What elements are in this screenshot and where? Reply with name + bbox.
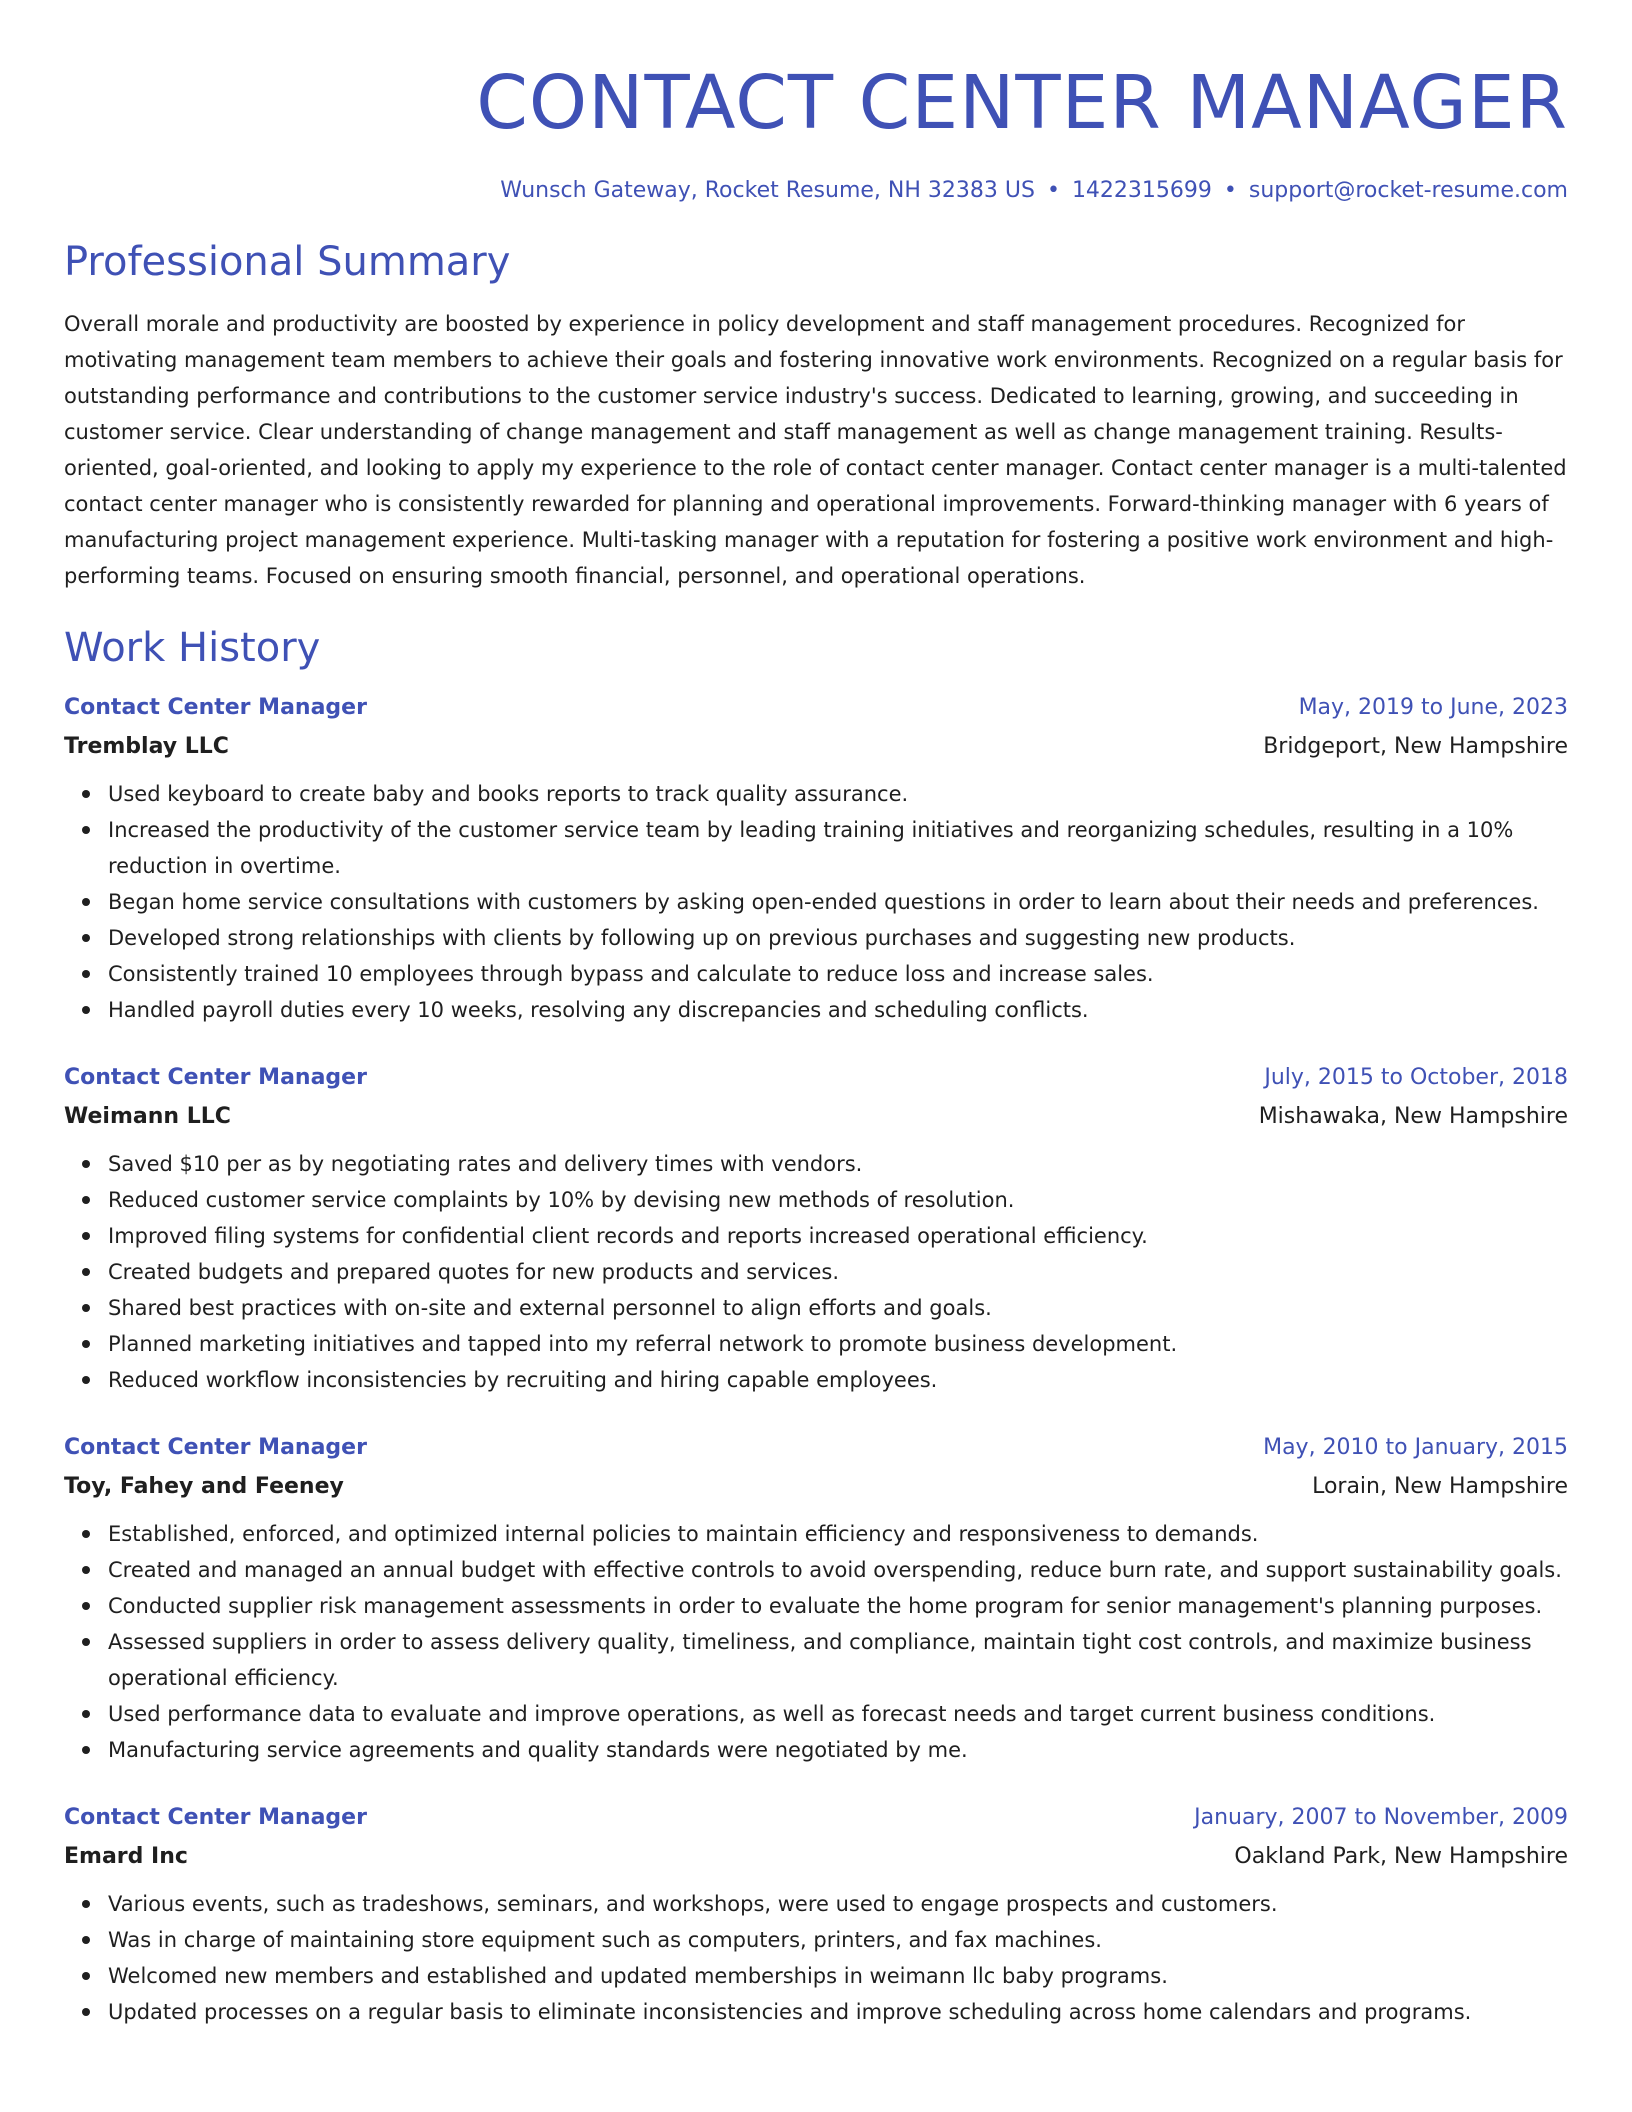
job-role: Contact Center Manager xyxy=(64,695,367,720)
contact-phone: 1422315699 xyxy=(1071,178,1212,203)
job-bullet: Began home service consultations with customers by asking open-ended questions in order to learn about their needs and preferences. xyxy=(108,884,1568,920)
job-role: Contact Center Manager xyxy=(64,1065,367,1090)
section-title-summary: Professional Summary xyxy=(64,239,511,285)
job-bullet: Consistently trained 10 employees through bypass and calculate to reduce loss and increase sales. xyxy=(108,956,1568,992)
job-bullet: Created budgets and prepared quotes for new products and services. xyxy=(108,1254,1568,1290)
job-role: Contact Center Manager xyxy=(64,1435,367,1460)
job-bullet: Various events, such as tradeshows, seminars, and workshops, were used to engage prospects and customers. xyxy=(108,1886,1568,1922)
job-bullet: Manufacturing service agreements and quality standards were negotiated by me. xyxy=(108,1732,1568,1768)
job-bullet-list xyxy=(64,1146,1568,1398)
job-location: Lorain, New Hampshire xyxy=(1312,1474,1568,1499)
resume-header xyxy=(64,48,1568,206)
job-bullet: Increased the productivity of the customer service team by leading training initiatives and reorganizing schedules, resulting in a 10% reduction in overtime. xyxy=(108,812,1568,884)
job-entry xyxy=(64,1428,1568,1768)
job-entry xyxy=(64,688,1568,1028)
job-company: Weimann LLC xyxy=(64,1104,231,1129)
job-location: Oakland Park, New Hampshire xyxy=(1234,1844,1568,1869)
job-company: Tremblay LLC xyxy=(64,734,229,759)
job-location: Mishawaka, New Hampshire xyxy=(1258,1104,1568,1129)
job-bullet: Created and managed an annual budget with effective controls to avoid overspending, reduce burn rate, and support sustainability goals. xyxy=(108,1552,1568,1588)
job-bullet: Shared best practices with on-site and external personnel to align efforts and goals. xyxy=(108,1290,1568,1326)
job-dates: May, 2019 to June, 2023 xyxy=(1298,695,1568,720)
contact-line xyxy=(64,176,1568,206)
professional-summary-section xyxy=(64,236,1568,594)
job-bullet: Reduced customer service complaints by 10% by devising new methods of resolution. xyxy=(108,1182,1568,1218)
job-location: Bridgeport, New Hampshire xyxy=(1263,734,1568,759)
job-bullet: Updated processes on a regular basis to eliminate inconsistencies and improve scheduling across home calendars and programs. xyxy=(108,1994,1568,2030)
work-history-section xyxy=(64,622,1568,2030)
candidate-title: CONTACT CENTER MANAGER xyxy=(476,60,1568,146)
job-bullet: Used performance data to evaluate and improve operations, as well as forecast needs and target current business conditions. xyxy=(108,1696,1568,1732)
job-entry xyxy=(64,1058,1568,1398)
job-bullet: Saved $10 per as by negotiating rates and delivery times with vendors. xyxy=(108,1146,1568,1182)
contact-separator: • xyxy=(1223,178,1237,203)
summary-text: Overall morale and productivity are boosted by experience in policy development and staff management procedures. Recognized for motivating management team members to achieve their goals and fostering innovative work environments. Recognized on a regular basis for outstanding performance and contributions to the customer service industry's success. Dedicated to learning, growing, and succeeding in customer service. Clear understanding of change management and staff management as well as change management training. Results-oriented, goal-oriented, and looking to apply my experience to the role of contact center manager. Contact center manager is a multi-talented contact center manager who is consistently rewarded for planning and operational improvements. Forward-thinking manager with 6 years of manufacturing project management experience. Multi-tasking manager with a reputation for fostering a positive work environment and high-performing teams. Focused on ensuring smooth financial, personnel, and operational operations. xyxy=(64,312,1567,588)
job-role: Contact Center Manager xyxy=(64,1805,367,1830)
job-bullet-list xyxy=(64,1516,1568,1768)
job-bullet: Was in charge of maintaining store equipment such as computers, printers, and fax machines. xyxy=(108,1922,1568,1958)
job-bullet: Assessed suppliers in order to assess delivery quality, timeliness, and compliance, maintain tight cost controls, and maximize business operational efficiency. xyxy=(108,1624,1568,1696)
job-bullet: Conducted supplier risk management assessments in order to evaluate the home program for senior management's planning purposes. xyxy=(108,1588,1568,1624)
job-bullet: Developed strong relationships with clients by following up on previous purchases and suggesting new products. xyxy=(108,920,1568,956)
job-entry xyxy=(64,1798,1568,2030)
contact-email: support@rocket-resume.com xyxy=(1248,178,1568,203)
job-dates: May, 2010 to January, 2015 xyxy=(1263,1435,1568,1460)
job-bullet: Used keyboard to create baby and books reports to track quality assurance. xyxy=(108,776,1568,812)
job-dates: July, 2015 to October, 2018 xyxy=(1264,1065,1568,1090)
job-bullet: Welcomed new members and established and updated memberships in weimann llc baby programs. xyxy=(108,1958,1568,1994)
section-title-work-history: Work History xyxy=(64,625,321,671)
job-dates: January, 2007 to November, 2009 xyxy=(1194,1805,1568,1830)
job-bullet: Improved filing systems for confidential client records and reports increased operational efficiency. xyxy=(108,1218,1568,1254)
contact-address: Wunsch Gateway, Rocket Resume, NH 32383 US xyxy=(500,178,1035,203)
job-bullet-list xyxy=(64,776,1568,1028)
job-company: Emard Inc xyxy=(64,1844,188,1869)
job-bullet-list xyxy=(64,1886,1568,2030)
job-bullet: Established, enforced, and optimized internal policies to maintain efficiency and responsiveness to demands. xyxy=(108,1516,1568,1552)
job-bullet: Planned marketing initiatives and tapped into my referral network to promote business development. xyxy=(108,1326,1568,1362)
job-company: Toy, Fahey and Feeney xyxy=(64,1474,344,1499)
contact-separator: • xyxy=(1046,178,1060,203)
job-bullet: Reduced workflow inconsistencies by recruiting and hiring capable employees. xyxy=(108,1362,1568,1398)
job-bullet: Handled payroll duties every 10 weeks, resolving any discrepancies and scheduling conflicts. xyxy=(108,992,1568,1028)
